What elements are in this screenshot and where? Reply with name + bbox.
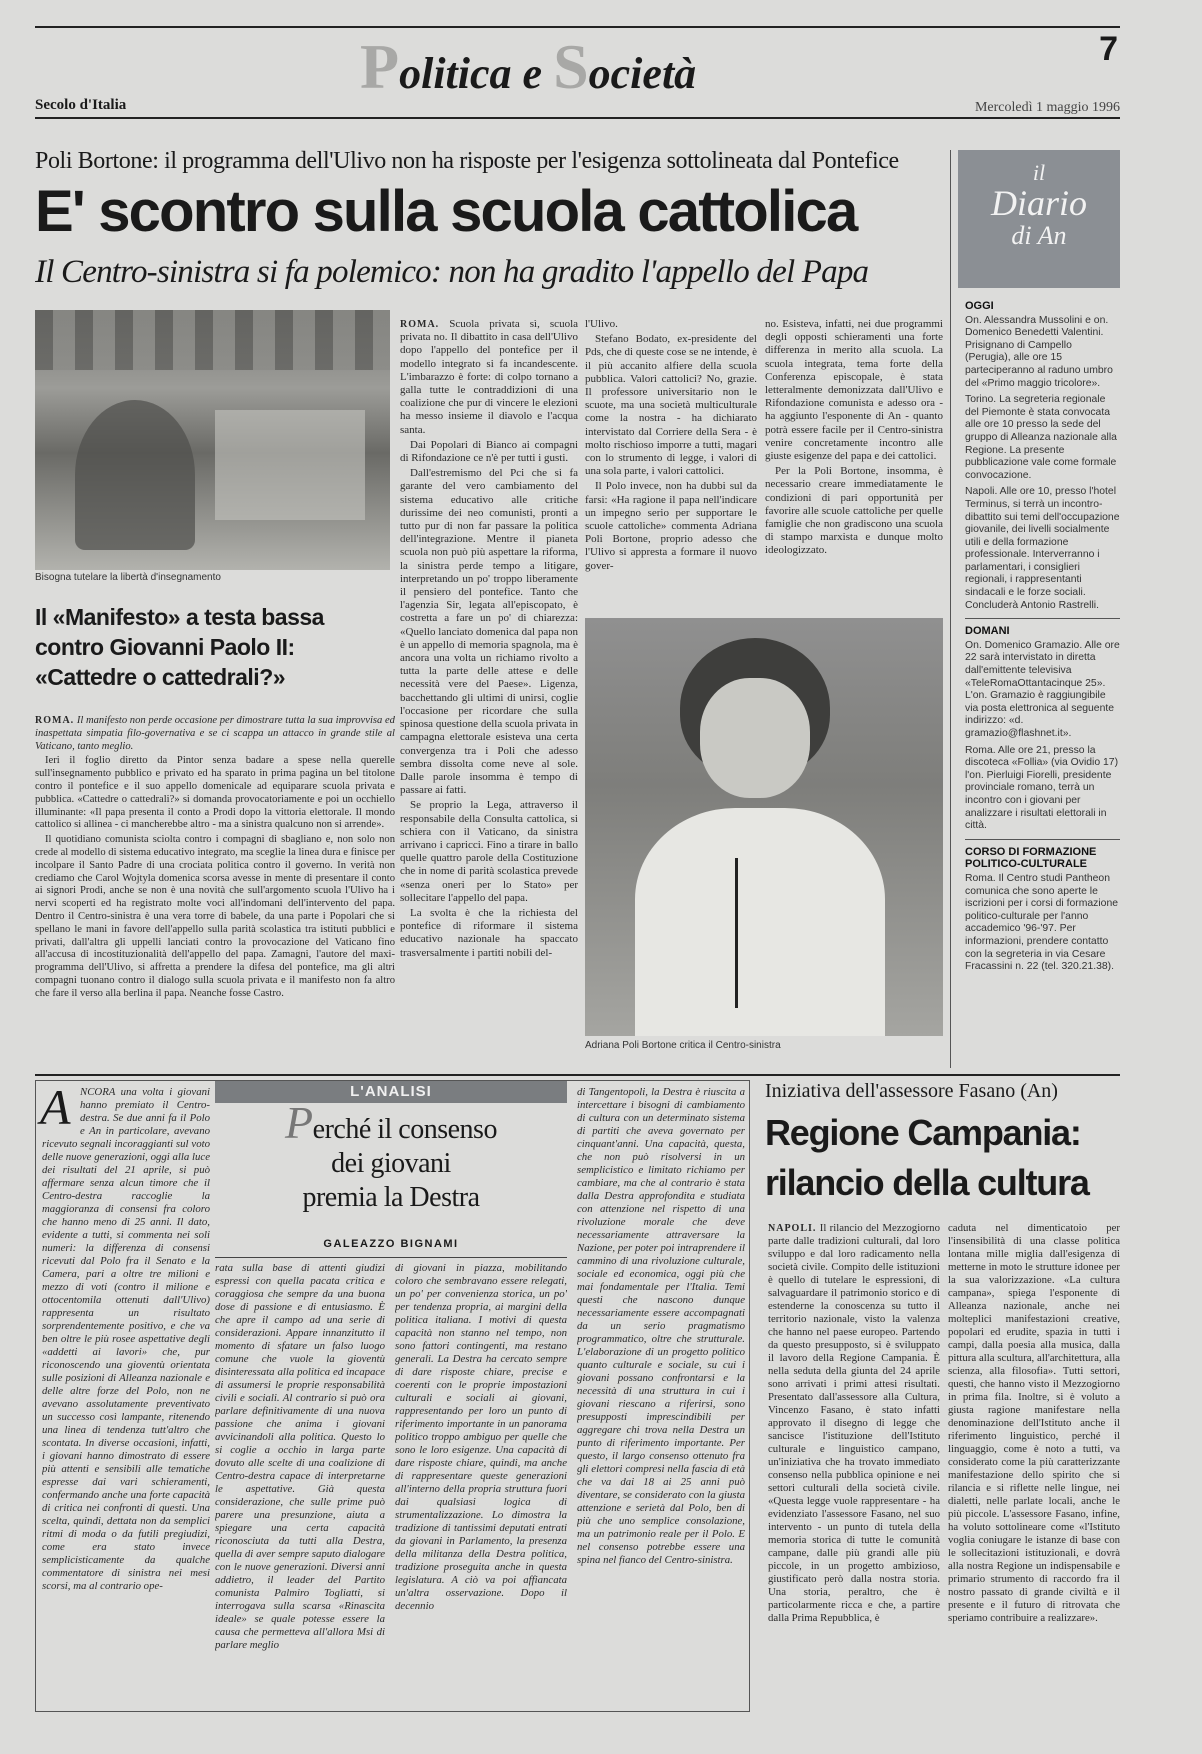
manifesto-dateline: ROMA. <box>35 715 75 726</box>
microphone-stand <box>735 858 738 1008</box>
campania-col1-text: Il rilancio del Mezzogiorno parte dalle tradizioni culturali, dal loro sviluppo e dal loro radicamento nella società civile. Compito delle istituzioni è quello di tutelare le espressioni, di salvaguardare il patrimonio storico e di estenderne la conoscenza su tutto il territorio nazionale, visto la valenza che hanno nel paese europeo. Partendo da questo presupposto, si è sviluppato il lavoro della Regione Campania. È nella seduta della giunta del 24 aprile sono arrivati i primi attesi risultati. Presentato dall'assessore alla Cultura, Vincenzo Fasano, è stato infatti approvato il disegno di legge che sancisce l'istituzione dell'Istituto culturale e linguistico campano, un'iniziativa che ha trovato immediato consenso nella pubblica opinione e nei settori culturali della società civile. «Questa legge vuole rappresentare - ha evidenziato l'assessore Fasano, nel suo intervento - un punto di tutela della memoria storica di tutte le comunità campane, dalle più grandi alle più piccole, in un progetto ambizioso, giustificato però dalla nostra storia. Una storia, peraltro, che è particolarmente ricca e che, a partire dalla Prima Repubblica, è <box>768 1222 940 1624</box>
analisi-title-cap: P <box>285 1097 313 1148</box>
campania-headline <box>765 1108 1120 1216</box>
classroom-photo <box>35 310 390 570</box>
main-kicker: Poli Bortone: il programma dell'Ulivo non ha risposte per l'esigenza sottolineata dal Pontefice <box>35 148 899 174</box>
diario-rule-1 <box>965 618 1120 619</box>
campania-col2 <box>948 1222 1120 1708</box>
campania-headline-line1: Regione Campania: <box>765 1112 1081 1153</box>
analisi-title-line2: dei giovani <box>331 1148 451 1179</box>
main-col1-p5: La svolta è che la richiesta del pontefice di riformare il sistema educativo nazionale ha spaccato trasversalmente i partiti nobili del- <box>400 906 578 959</box>
main-headline: E' scontro sulla scuola cattolica <box>35 179 857 244</box>
analisi-col4 <box>577 1086 745 1708</box>
analisi-author: GALEAZZO BIGNAMI <box>323 1238 459 1250</box>
top-rule <box>35 26 1120 28</box>
analisi-col1 <box>42 1086 210 1708</box>
analisi-title <box>215 1097 567 1232</box>
main-col1 <box>400 318 578 1060</box>
diario-domani-title: DOMANI <box>965 625 1010 638</box>
diario-corso-title-1: CORSO DI FORMAZIONE <box>965 845 1097 858</box>
main-col3-p1: no. Esisteva, infatti, nei due programmi degli opposti schieramenti una forte differenza in merito alla scuola. La scuola integrata, tema forte della Conferenza episcopale, è stata letteralmente demonizzata dall'Ulivo e Rifondazione comunista e adesso ora - ha aggiunto l'esponente di An - quanto potrà essere facile per il Centro-sinistra venire concretamente incontro alle giuste esigenze del papa e dei cattolici. <box>765 318 943 463</box>
section-cap-p: P <box>360 31 400 102</box>
analisi-col1-text: NCORA una volta i giovani hanno premiato il Centro-destra. Se due anni fa il Polo e An in particolare, avevano ricevuto segnali incoraggianti sul voto delle nuove generazioni, oggi alla luce dei risultati del 21 aprile, si può affermare senza alcun timore che il Centro-destra raccoglie la maggioranza di consensi fra coloro che hanno meno di 25 anni. Il dato, evidente a tutti, si commenta nei soli numeri: la differenza di consensi ricevuti dal Polo fra il Senato e la Camera, pari a oltre tre milioni e mezzo di voti (contro il milione e ottocentomila ottenuti dall'Ulivo) rappresenta un risultato sorprendentemente positivo, e che va ben oltre le più rosee aspettative degli «addetti ai lavori» che, pur riconoscendo una gioventù orientata sulle posizioni di Alleanza nazionale e delle altre forze del Polo, non ne avevano assolutamente preventivato un successo così lampante, ritenendo una linea di tendenza tutt'altro che scontata. In diverse occasioni, infatti, i giovani hanno dimostrato di essere più attenti e sensibili alle tematiche espresse dai vari schieramenti, confermando anche una forte capacità di critica nei confronti di questi. Una scelta, quindi, dettata non da semplici ritmi di moda o da futili pregiudizi, come era stato invece semplicisticamente da qualche commentatore di sinistra nei mesi scorsi, ma al contrario ope- <box>42 1086 210 1592</box>
diario-rule-2 <box>965 839 1120 840</box>
drop-cap-spacer <box>42 1086 80 1126</box>
analisi-title-line3: premia la Destra <box>302 1182 480 1213</box>
desk-shape <box>215 410 365 520</box>
diario-logo-diario: Diario <box>990 183 1087 223</box>
main-col2 <box>585 318 757 596</box>
main-col3-p2: Per la Poli Bortone, insomma, è necessario creare immediatamente le condizioni di pari opportunità per favorire alle scuole cattoliche per quelle famiglie che non gradiscono una scuola di stampo marxista e dunque molto ideologizzato. <box>765 465 943 557</box>
analisi-col3-text: di giovani in piazza, mobilitando coloro che sembravano essere relegati, un po' per convenienza storica, un po' per tendenza propria, ai margini della politica italiana. I motivi di questa capacità non stanno nel tempo, non sono fattori contingenti, ma restano generali. La Destra ha cercato sempre di dare risposte chiare, precise e coerenti con le proprie impostazioni culturali e sociali ai giovani, rappresentando per loro un punto di riferimento importante in un panorama politico troppo ambiguo per quelle che sono le loro esigenze. Una capacità di dare risposte chiare, quindi, ma anche di rappresentare queste generazioni all'interno della propria struttura fuori dai qualsiasi logica di strumentalizzazione. Lo dimostra la tradizione di tantissimi deputati entrati da giovani in Parlamento, la presenza della militanza della Destra politica, tradizione proseguita anche in questa legislatura. A ciò va poi affiancata un'altra osservazione. Dopo il decennio <box>395 1262 567 1612</box>
manifesto-p1: Il manifesto non perde occasione per dimostrare tutta la sua improvvisa ed inaspettata simpatia filo-governativa e se ci scappa un attacco in grande stile al Vaticano, tanto meglio. <box>35 715 395 752</box>
window-pattern <box>35 310 390 370</box>
analisi-col2 <box>215 1262 385 1708</box>
face-shape <box>700 678 810 798</box>
student-figure <box>75 400 195 550</box>
diario-logo <box>958 150 1120 288</box>
section-cap-s: S <box>553 31 589 102</box>
campania-kicker: Iniziativa dell'assessore Fasano (An) <box>765 1080 1058 1102</box>
analisi-drop-cap: A <box>40 1079 71 1135</box>
issue-date: Mercoledì 1 maggio 1996 <box>974 100 1120 115</box>
analisi-col2-text: rata sulla base di attenti giudizi espressi con quella pacata critica e coraggiosa che sempre da una buona dose di passione e di entusiasmo. È che apre il campo ad una serie di considerazioni. Appare innanzitutto il momento di sfatare un falso luogo comune che vuole la gioventù disinteressata alla politica ed incapace di assumersi le proprie responsabilità civili e sociali. Al contrario si può ora parlare definitivamente di una nuova passione che anima i giovani avvicinandoli alla politica. Questo lo si coglie a occhio in larga parte dovuto alle scelte di una coalizione di Centro-destra capace di interpretarne le aspettative. Già questa considerazione, che sulle prime può parere una presunzione, aiuta a spiegare una certa capacità riconosciuta da tutti alla Destra, quella di aver sempre saputo dialogare con le nuove generazioni. Diversi anni addietro, il leader del Partito comunista Palmiro Togliatti, si interrogava sulla scarsa «Rinascita ideale» se quale potesse essere la causa che permetteva all'allora Msi di parlare meglio <box>215 1262 385 1651</box>
main-col2-p1: l'Ulivo. <box>585 318 618 330</box>
main-col2-p3: Il Polo invece, non ha dubbi sul da farsi: «Ha ragione il papa nell'indicare un impegno serio per supportare le scuole cattoliche» commenta Adriana Poli Bortone, proprio adesso che l'Ulivo si appresta a formare il nuovo gover- <box>585 480 757 572</box>
campania-col1 <box>768 1222 940 1708</box>
jacket-shape <box>635 808 885 1036</box>
section-word1: olitica e <box>399 49 554 98</box>
manifesto-body <box>35 715 395 1060</box>
diario-oggi-item-1: On. Alessandra Mussolini e on. Domenico Benedetti Valentini. Prisignano di Campello (Perugia), alle ore 15 parteciperanno al raduno umbro del «Primo maggio tricolore». <box>965 314 1113 389</box>
diario-logo-dian: di An <box>1011 221 1067 250</box>
page-number: 7 <box>1099 30 1118 68</box>
campania-col2-text: caduta nel dimenticatoio per l'insensibilità di una classe politica lontana mille miglia dall'esigenza di metterne in moto le strutture idonee per la sua valorizzazione. «La cultura campana», spiega l'esponente di Alleanza nazionale, anche nei molteplici manifestazioni creative, popolari ed erudite, spazia in tutti i campi, dalla poesia alla musica, dalla pittura alla scultura, all'architettura, alla scienza, alla filosofia». Tutti settori, questi, che hanno visto il Mezzogiorno in prima fila. Inoltre, si è voluto a giusta ragione manifestare nella denominazione dell'Istituto anche il riferimento linguistico, perché il linguaggio, come è noto a tutti, va considerato come la più caratterizzante manifestazione dello spirito che si rilancia e si riflette nelle lingue, nei dialetti, nelle parlate locali, anche le più piccole. L'assessore Fasano, infine, ha voluto sottolineare come «l'Istituto voglia coniugare le istanze di base con le sollecitazioni istituzionali, e dovrà alla nostra Regione un indispensabile e primario strumento di raccordo fra il nostro passato di grande civiltà e il presente e il futuro di ritrovata che speriamo contribuire a realizzare». <box>948 1222 1120 1624</box>
analisi-title-line1: erché il consenso <box>312 1114 497 1145</box>
poli-bortone-photo <box>585 618 943 1036</box>
main-dateline: ROMA. <box>400 319 440 330</box>
campania-dateline: NAPOLI. <box>768 1223 817 1234</box>
manifesto-headline <box>35 602 395 702</box>
diario-corso-title-2: POLITICO-CULTURALE <box>965 858 1088 871</box>
photo1-caption: Bisogna tutelare la libertà d'insegnamento <box>35 572 221 583</box>
manifesto-p3: Il quotidiano comunista sciolta contro i compagni di sbagliano e, non solo non crede al modello di sistema educativo integrato, ma sceglie la linea dura e finisce per incolpare il Santo Padre di una crociata politica contro il governo. In verità non crediamo che Carol Wojtyla domenica scorsa avesse in mente di presentare il conto ai signori Prodi, anche se non è una novità che sull'argomento scuola l'Ulivo ha i nervi scoperti ed ha registrato molte voci all'indomani dell'intervento del papa. Dentro il Centro-sinistra è una vera torre di babele, da una parte i Popolari che si spellano le mani in favore dell'appello sulla parità scolastica tra istituti pubblici e privati, dall'altra gli uppelli lanciati contro la provocazione del Vaticano fino all'accusa di incostituzionalità dell'appello del papa. Zamagni, l'autore del maxi-programma dell'Ulivo, si affretta a prendere la difesa del pontefice, ma gli altri compagni tuonano contro il dialogo sulla scuola privata e il manifesto non fa altro che fare il verso alla berlina il papa. Neanche fosse Castro. <box>35 834 395 999</box>
bottom-section-rule <box>35 1074 1120 1076</box>
analisi-col3 <box>395 1262 567 1708</box>
manifesto-headline-line1: Il «Manifesto» a testa bassa <box>35 604 324 630</box>
diario-corso-text: Roma. Il Centro studi Pantheon comunica che sono aperte le iscrizioni per i corsi di formazione politico-culturale per l'anno accademico '96-'97. Per informazioni, prendere contatto con la segreteria in via Cesare Fracassini n. 22 (tel. 320.21.38). <box>965 872 1119 973</box>
diario-domani-item-1: On. Domenico Gramazio. Alle ore 22 sarà intervistato in diretta dall'emittente televisiva «TeleRomaOttantacinque 25». L'on. Gramazio è raggiungibile via posta elettronica al seguente indirizzo: «d. gramazio@flashnet.it». <box>965 639 1120 739</box>
manifesto-headline-line3: «Cattedre o cattedrali?» <box>35 664 286 690</box>
main-col1-lead: Scuola privata sì, scuola privata no. Il dibattito in casa dell'Ulivo dopo l'appello del pontefice per il modello integrato si fa incandescente. L'imbarazzo è forte: di colpo tornano a galla tutte le contraddizioni di una coalizione che pur di vincere le elezioni ha messo insieme il diavolo e l'acqua santa. <box>400 318 578 436</box>
diario-domani-item-2: Roma. Alle ore 21, presso la discoteca «Follia» (via Ovidio 17) l'on. Pierluigi Fiorelli, presidente provinciale romano, terrà un incontro con i giovani per analizzare i risultati elettorali in città. <box>965 744 1119 832</box>
analisi-author-rule <box>215 1257 567 1258</box>
diario-oggi-title: OGGI <box>965 300 994 312</box>
newspaper-name: Secolo d'Italia <box>35 97 127 113</box>
main-subhead: Il Centro-sinistra si fa polemico: non ha gradito l'appello del Papa <box>35 254 869 290</box>
diario-oggi-item-2: Torino. La segreteria regionale del Piemonte è stata convocata alle ore 10 presso la sede del gruppo di Alleanza nazionale alla Regione. La presente pubblicazione vale come formale convocazione. <box>965 394 1117 481</box>
diario-column <box>965 300 1120 1066</box>
photo2-caption: Adriana Poli Bortone critica il Centro-sinistra <box>585 1040 781 1051</box>
campania-headline-line2: rilancio della cultura <box>765 1162 1089 1203</box>
main-col1-p3: Dall'estremismo del Pci che si fa garante del vero cambiamento del sistema educativo alle critiche durissime dei neo comunisti, pronti a tutto pur di non far passare la politica dell'integrazione. Mentre il pianeta scuola non può più aspettare la riforma, la sinistra perde tempo a litigare, interpretando un po' troppo liberamente il pensiero del pontefice. Tanto che l'agenzia Sir, legata all'episcopato, è costretta a fare un po' di chiarezza: «Quello lanciato domenica dal papa non è un appello di memoria spagnola, ma è ancora una volta un richiamo rivolto a tutta la parte delle attese e delle necessità vere del Paese». Ligenza, bacchettando gli ultimi di unirsi, coglie l'occasione per ricordare che sulla spinosa questione della scuola privata in campagna elettorale esisteva una certa convergenza tra i Poli che adesso sembra dissolta come neve al sole. Dalle parole insomma è tempo di passare ai fatti. <box>400 467 578 797</box>
masthead-rule <box>35 117 1120 119</box>
analisi-col4-text: di Tangentopoli, la Destra è riuscita a intercettare i bisogni di cambiamento di cultura con un determinato sistema di partiti che aveva governato per cinquant'anni. Una capacità, questa, che non può risolversi in un semplicistico e limitato richiamo per cambiare, ma che al contrario è stata dalla Destra approfondita e studiata con attenzione nel rispetto di una rivoluzione morale che deve necessariamente attraversare la Nazione, per poter poi intraprendere il cammino di una rivoluzione culturale, sociale ed economica, oggi più che mai fondamentale per l'Italia. Temi questi che nascono dunque necessariamente essere accompagnati da un serio pragmatismo programmatico, oltre che strutturale. L'elaborazione di un progetto politico quanto culturale e sociale, su cui i giovani possano confrontarsi e la necessità di una struttura in cui i giovani riescano a riferirsi, sono presupposti imprescindibili per aggregare chi trova nella Destra un punto di riferimento importante. Per questo, il largo consenso ottenuto fra gli elettori compresi nella fascia di età che va dai 18 ai 25 anni può diventare, se considerato con la giusta attenzione e serietà dal Polo, ben di più che uno semplice consolazione, ma un patrimonio reale per il Polo. E nel consenso potrebbe essere una spina nel fianco del Centro-sinistra. <box>577 1086 745 1566</box>
diary-divider <box>950 150 951 1068</box>
section-word2: ocietà <box>588 49 697 98</box>
main-col1-p2: Dai Popolari di Bianco ai compagni di Rifondazione ce n'è per tutti i gusti. <box>400 438 578 465</box>
main-col2-p2: Stefano Bodato, ex-presidente del Pds, che di queste cose se ne intende, è il più accanito alfiere della scuola pubblica. Valori cattolici? No, grazie. Il professore universitario non le scuote, ma una società multiculturale come la nostra - ha dichiarato intervistato dal Corriere della Sera - è molto rischioso imporre a tutti, magari con lo strumento di legge, i valori di una sola parte, i valori cattolici. <box>585 333 757 478</box>
main-col3 <box>765 318 943 596</box>
manifesto-p2: Ieri il foglio diretto da Pintor senza badare a spese nella querelle sull'insegnamento pubblico e privato ed ha sparato in prima pagina un bel titolone contro il pontefice e il suo appello domenicale ad equiparare scuola privata e pubblica. «Cattedre o cattedrali?» si domanda provocatoriamente e poi un occhiello illuminante: «Il papa presenta il conto a Prodi dopo la vittoria elettorale. Il mondo cattolico si allinea - ci mancherebbe altro - ma a sinistra qualcuno non si arrende». <box>35 755 395 831</box>
section-title <box>360 30 840 102</box>
diario-logo-il: il <box>1032 160 1046 185</box>
diario-oggi-item-3: Napoli. Alle ore 10, presso l'hotel Terminus, si terrà un incontro-dibattito sui temi dell'occupazione giovanile, dei livelli socialmente utili e della formazione professionale. Interverranno i parlamentari, i consiglieri regionali, i rappresentanti sindacali e le forze sociali. Concluderà Antonio Rastrelli. <box>965 486 1120 611</box>
analisi-label: L'ANALISI <box>215 1081 567 1103</box>
main-col1-p4: Se proprio la Lega, attraverso il responsabile della Consulta cattolica, si schiera con il Vaticano, da sinistra arrivano i capricci. Fino a tirare in ballo quelle quattro parole della Costituzione che in nome di parità scolastica prevede «senza oneri per lo Stato» per sollecitare l'appello del papa. <box>400 799 578 904</box>
manifesto-headline-line2: contro Giovanni Paolo II: <box>35 634 295 660</box>
